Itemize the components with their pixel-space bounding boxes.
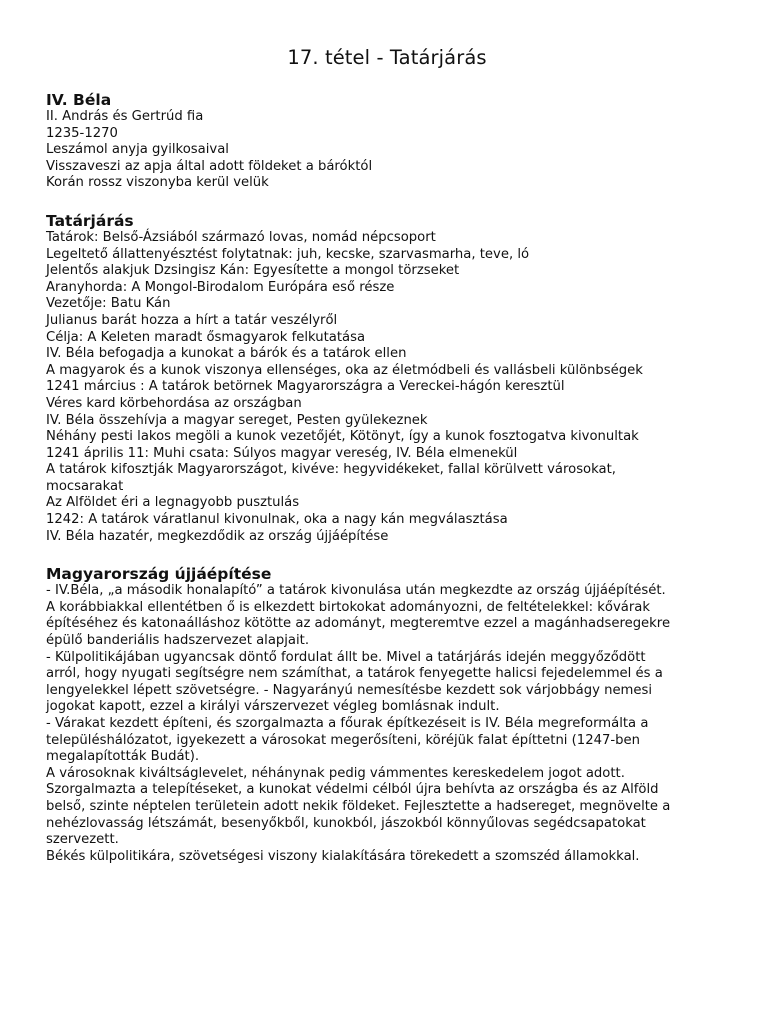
text-line: - Külpolitikájában ugyancsak döntő fordulat állt be. Mivel a tatárjárás idején meggyőződött <box>46 649 646 665</box>
section-heading: Magyarország újjáépítése <box>46 565 272 584</box>
text-line: építéséhez és katonaálláshoz kötötte az adományt, megteremtve ezzel a magánhadseregekre <box>46 616 671 632</box>
text-line: megalapították Budát). <box>46 749 200 765</box>
text-line: 1241 március : A tatárok betörnek Magyarországra a Vereckei-hágón keresztül <box>46 379 565 395</box>
text-line: Békés külpolitikára, szövetségesi viszony kialakítására törekedett a szomszéd államokkal. <box>46 848 640 864</box>
section-lines <box>46 583 728 865</box>
section-tatarjaras <box>46 212 728 545</box>
text-line: Aranyhorda: A Mongol-Birodalom Európára eső része <box>46 279 395 295</box>
text-line: A tatárok kifosztják Magyarországot, kivéve: hegyvidékeket, fallal körülvett városokat, <box>46 462 616 478</box>
text-line: 1241 április 11: Muhi csata: Súlyos magyar vereség, IV. Béla elmenekül <box>46 445 518 461</box>
text-line: arról, hogy nyugati segítségre nem számíthat, a tatárok fenyegette halicsi fejedelemmel és a <box>46 666 663 682</box>
text-line: nehézlovasság létszámát, besenyőkből, kunokból, jászokból könnyűlovas segédcsapatokat <box>46 815 646 831</box>
text-line: A városoknak kiváltságlevelet, néhánynak pedig vámmentes kereskedelem jogot adott. <box>46 765 625 781</box>
text-line: szervezett. <box>46 832 119 848</box>
text-line: II. András és Gertrúd fia <box>46 109 204 124</box>
text-line: 1242: A tatárok váratlanul kivonulnak, oka a nagy kán megválasztása <box>46 512 508 528</box>
text-line: Julianus barát hozza a hírt a tatár veszélyről <box>46 312 338 328</box>
document-title: 17. tétel - Tatárjárás <box>287 46 487 69</box>
text-line: Véres kard körbehordása az országban <box>46 395 302 411</box>
section-heading: IV. Béla <box>46 91 112 109</box>
text-line: - Várakat kezdett építeni, és szorgalmazta a főurak építkezéseit is IV. Béla megreformálta a <box>46 716 649 731</box>
text-line: mocsarakat <box>46 478 124 494</box>
text-line: IV. Béla összehívja a magyar sereget, Pesten gyülekeznek <box>46 412 428 428</box>
text-line: jogokat kapott, ezzel a királyi várszervezet végleg bomlásnak indult. <box>46 699 500 715</box>
text-line: 1235-1270 <box>46 125 118 141</box>
section-lines <box>46 230 728 545</box>
text-line: Korán rossz viszonyba kerül velük <box>46 175 269 191</box>
text-line: Jelentős alakjuk Dzsingisz Kán: Egyesítette a mongol törzseket <box>46 263 460 279</box>
text-line: IV. Béla befogadja a kunokat a bárók és a tatárok ellen <box>46 346 407 362</box>
text-line: lengyelekkel lépett szövetségre. - Nagyarányú nemesítésbe kezdett sok várjobbágy nemesi <box>46 682 653 698</box>
text-line: Tatárok: Belső-Ázsiából származó lovas, nomád népcsoport <box>46 229 436 245</box>
text-line: Szorgalmazta a telepítéseket, a kunokat védelmi célból újra behívta az országba és az Alföld <box>46 782 659 798</box>
text-line: Az Alföldet éri a legnagyobb pusztulás <box>46 495 300 511</box>
text-line: IV. Béla hazatér, megkezdődik az ország újjáépítése <box>46 528 389 544</box>
text-line: Célja: A Keleten maradt ősmagyarok felkutatása <box>46 329 366 345</box>
text-line: épülő banderiális hadszervezet alapjait. <box>46 633 310 649</box>
text-line: A magyarok és a kunok viszonya ellenséges, oka az életmódbeli és vallásbeli különbségek <box>46 362 643 378</box>
text-line: A korábbiakkal ellentétben ő is elkezdett birtokokat adományozni, de feltételekkel: kővárak <box>46 599 650 615</box>
text-line: Leszámol anyja gyilkosaival <box>46 142 229 158</box>
section-iv-bela <box>46 91 728 192</box>
text-line: belső, szinte néptelen területein adott nekik földeket. Fejlesztette a hadsereget, megnövelte a <box>46 798 671 814</box>
section-ujjaepites <box>46 565 728 865</box>
text-line: Legeltető állattenyésztést folytatnak: juh, kecske, szarvasmarha, teve, ló <box>46 246 530 262</box>
section-spacer <box>46 192 728 212</box>
text-line: Vezetője: Batu Kán <box>46 296 171 312</box>
text-line: - IV.Béla, „a második honalapító” a tatárok kivonulása után megkezdte az ország újjáépítését. <box>46 583 666 599</box>
text-line: Visszaveszi az apja által adott földeket a báróktól <box>46 158 373 174</box>
section-heading: Tatárjárás <box>46 211 134 230</box>
text-line: Néhány pesti lakos megöli a kunok vezetőjét, Kötönyt, így a kunok fosztogatva kivonultak <box>46 429 639 445</box>
section-lines <box>46 109 728 192</box>
section-spacer <box>46 545 728 565</box>
text-line: településhálózatot, igyekezett a városokat megerősíteni, köréjük falat építtetni (1247-ben <box>46 732 640 748</box>
